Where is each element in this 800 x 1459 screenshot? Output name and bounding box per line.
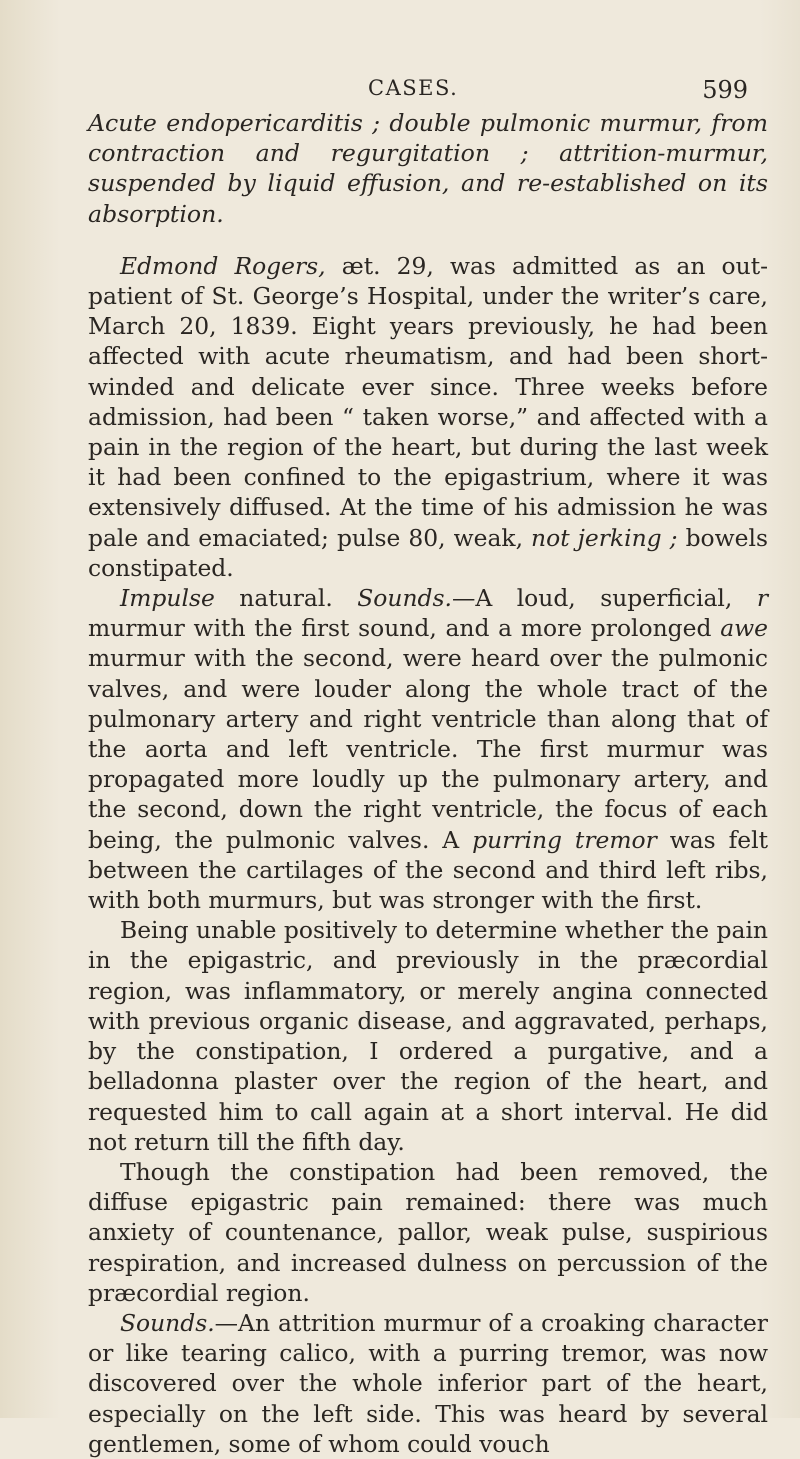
body-text [88,108,768,1459]
italic-text: r [756,584,768,613]
text-run: —An attrition murmur of a croaking character or like tearing calico, with a purring tremor, was now discovered over the whole inferior part of the heart, especially on the left side. This was heard by several gentlemen, some of whom could vouch [88,1308,768,1458]
paragraph [88,1157,768,1308]
paragraph [88,583,768,915]
paragraph [88,251,768,583]
text-run: natural. [214,584,358,613]
italic-text: not jerking ; [531,523,678,552]
case-heading: Acute endopericarditis ; double pulmonic murmur, from contraction and regurgitation ; attrition-murmur, suspended by liquid effusion, and re-established on its absorption. [88,109,768,228]
italic-text: awe [720,614,768,643]
italic-text: Edmond Rogers, [120,251,326,280]
paragraph [88,1308,768,1459]
text-run: Though the constipation had been removed, the diffuse epigastric pain remained: there was much anxiety of countenance, pallor, weak pulse, suspirious respiration, and increased dulness on percussion of the præcordial region. [88,1157,768,1307]
text-run: was felt between the cartilages of the second and third left ribs, with both murmurs, but was stronger with the first. [88,825,768,915]
text-run: murmur with the first sound, and a more prolonged [88,614,721,643]
italic-text: Sounds. [120,1308,215,1337]
running-head: CASES. [368,76,459,100]
text-run: Being unable positively to determine whether the pain in the epigastric, and previously in the præcordial region, was inflammatory, or merely angina connected with previous organic disease, and aggravated, perhaps, by the constipation, I ordered a purgative, and a belladonna plaster over the region of the heart, and requested him to call again at a short interval. He did not return till the fifth day. [88,916,768,1156]
page-number: 599 [702,76,748,104]
italic-text: Sounds. [357,584,452,613]
text-run: æt. 29, was admitted as an out-patient of St. George’s Hospital, under the writer’s care, March 20, 1839. Eight years previously, he had been affected with acute rheumatism, and had been short-winded and delicate ever since. Three weeks before admission, had been “ taken worse,” and affected with a pain in the region of the heart, but during the last week it had been confined to the epigastrium, where it was extensively diffused. At the time of his admission he was pale and emaciated; pulse 80, weak, [88,251,768,552]
text-run: murmur with the second, were heard over the pulmonic valves, and were louder along the whole tract of the pulmonary artery and right ventricle than along that of the aorta and left ventricle. The first murmur was propagated more loudly up the pulmonary artery, and the second, down the right ventricle, the focus of each being, the pulmonic valves. A [88,644,768,854]
text-run: bowels constipated. [88,523,768,582]
italic-text: Impulse [120,584,215,613]
text-run: —A loud, superficial, [451,584,757,613]
italic-text: purring tremor [472,825,657,854]
page-header [0,76,800,106]
paragraph [88,915,768,1157]
